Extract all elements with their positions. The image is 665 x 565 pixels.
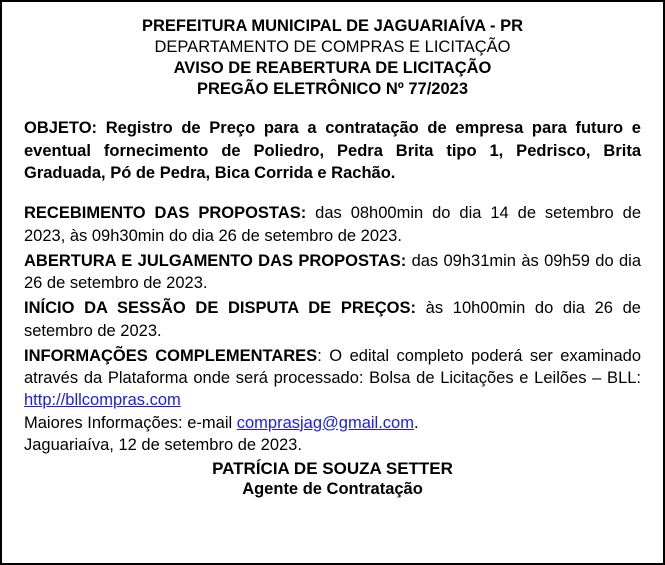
objeto-label: OBJETO:	[24, 119, 98, 138]
maiores-informacoes-suffix: .	[413, 413, 419, 432]
header-line-aviso: AVISO DE REABERTURA DE LICITAÇÃO	[173, 59, 492, 78]
abertura-paragraph	[24, 250, 641, 295]
signature-role: Agente de Contratação	[242, 480, 423, 499]
inicio-sessao-text: às 10h00min do dia 26 de setembro de 2023.	[24, 299, 641, 340]
header-line-pregao: PREGÃO ELETRÔNICO Nº 77/2023	[196, 80, 469, 99]
recebimento-text: das 08h00min do dia 14 de setembro de 2023, às 09h30min do dia 26 de setembro de 2023.	[24, 204, 642, 245]
email-link[interactable]: comprasjag@gmail.com	[236, 413, 414, 432]
header-line-prefeitura: PREFEITURA MUNICIPAL DE JAGUARIAÍVA - PR	[141, 17, 524, 35]
signature-name: PATRÍCIA DE SOUZA SETTER	[212, 459, 453, 479]
city-date-line: Jaguariaíva, 12 de setembro de 2023.	[24, 435, 302, 454]
document-header	[24, 16, 641, 100]
document-body	[24, 117, 641, 499]
objeto-paragraph	[24, 117, 641, 184]
inicio-sessao-label: INÍCIO DA SESSÃO DE DISPUTA DE PREÇOS:	[24, 299, 417, 318]
informacoes-text: : O edital completo poderá ser examinado através da Plataforma onde será processado: Bolsa de Licitações e Leilões – BLL:	[24, 346, 642, 388]
abertura-label: ABERTURA E JULGAMENTO DAS PROPOSTAS:	[24, 251, 407, 270]
informacoes-paragraph	[24, 345, 641, 412]
plataforma-link[interactable]: http://bllcompras.com	[24, 391, 181, 410]
objeto-text: Registro de Preço para a contratação de empresa para futuro e eventual fornecimento de Poliedro, Pedra Brita tipo 1, Pedrisco, Brita Graduada, Pó de Pedra, Bica Corrida e Rachão.	[24, 119, 641, 182]
informacoes-label: INFORMAÇÕES COMPLEMENTARES	[24, 346, 318, 365]
abertura-text: das 09h31min às 09h59 do dia 26 de setembro de 2023.	[24, 251, 642, 293]
recebimento-label: RECEBIMENTO DAS PROPOSTAS:	[24, 204, 307, 223]
maiores-informacoes-paragraph	[24, 412, 641, 434]
header-line-departamento: DEPARTAMENTO DE COMPRAS E LICITAÇÃO	[154, 38, 511, 57]
maiores-informacoes-prefix: Maiores Informações: e-mail	[24, 413, 237, 432]
inicio-sessao-paragraph	[24, 297, 641, 342]
recebimento-paragraph	[24, 202, 641, 247]
